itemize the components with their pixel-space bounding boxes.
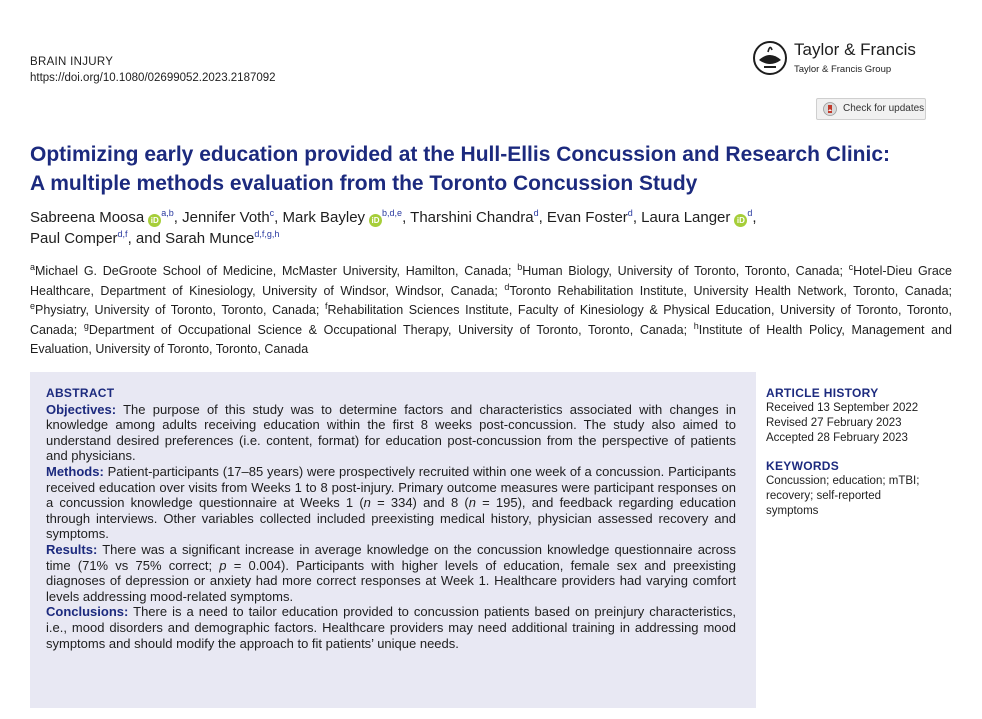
results-text-a: There was a significant increase in average knowledge on the concussion knowledge questionnaire across time (71% vs 75% correct; <box>46 541 736 573</box>
affiliation-text: Rehabilitation Sciences Institute, Faculty of Kinesiology & Physical Education, University of Toronto, Toronto, Canada; <box>30 303 952 337</box>
author-separator: , <box>752 209 757 226</box>
results-p: p <box>219 557 227 573</box>
title-line-1: Optimizing early education provided at the Hull-Ellis Concussion and Research Clinic: <box>30 143 890 166</box>
author-affiliation-marker[interactable]: d <box>747 208 753 218</box>
methods-label: Methods: <box>46 463 104 479</box>
affiliation-text: Department of Occupational Science & Occupational Therapy, University of Toronto, Toronto, Canada; <box>88 322 694 337</box>
author-separator: , <box>538 209 547 226</box>
author-affiliation-marker[interactable]: d,f,g,h <box>254 229 280 239</box>
abstract-objectives <box>46 402 736 464</box>
abstract-conclusions <box>46 604 736 651</box>
article-history-heading: ARTICLE HISTORY <box>766 386 879 400</box>
author-separator: , <box>274 209 283 226</box>
affiliation-marker: a <box>30 261 36 272</box>
author-affiliation-marker[interactable]: a,b <box>161 208 174 218</box>
abstract-methods <box>46 464 736 542</box>
author-separator: , <box>173 209 183 226</box>
abstract <box>46 386 736 651</box>
keywords-heading: KEYWORDS <box>766 459 840 473</box>
results-text-b: = 0.004). Participants with higher levels of education, female sex and preexisting diagnoses of depression or anxiety had more correct responses at Week 1. Healthcare providers had varying comfort levels addressing mood-related symptoms. <box>46 557 736 604</box>
methods-text-c: = 195), and feedback regarding education through interviews. Other variables collected included preexisting medical history, physician assessed recovery and symptoms. <box>46 495 737 542</box>
keywords-text: Concussion; education; mTBI; recovery; self-reported symptoms <box>766 475 920 517</box>
author-name[interactable]: Paul Comper <box>30 230 118 247</box>
article-sidebar <box>766 386 936 519</box>
publisher-name: Taylor & Francis <box>794 40 916 59</box>
author-list <box>30 207 930 249</box>
orcid-icon[interactable]: iD <box>148 214 161 227</box>
objectives-text: The purpose of this study was to determine factors and characteristics associated with changes in knowledge among adults receiving education within the first 8 weeks post-concussion. The study also aimed to understand desired preferences (i.e. content, format) for education post-concussion from the perspective of patients and physicians. <box>46 401 736 464</box>
title-line-2: A multiple methods evaluation from the Toronto Concussion Study <box>30 172 698 195</box>
author-separator: , and <box>127 230 166 247</box>
objectives-label: Objectives: <box>46 401 117 417</box>
author-name[interactable]: Jennifer Voth <box>182 209 270 226</box>
orcid-icon[interactable]: iD <box>369 214 382 227</box>
conclusions-text: There is a need to tailor education provided to concussion patients based on preinjury characteristics, i.e., mood disorders and demographic factors. Healthcare providers may need additional training in addressing mood symptoms and should modify the approach to fit patients’ unique needs. <box>46 604 736 651</box>
publisher-logo[interactable] <box>752 38 932 82</box>
affiliation-text: Institute of Health Policy, Management and Evaluation, University of Toronto, Toronto, Canada <box>30 322 953 356</box>
author-affiliation-marker[interactable]: d,f <box>117 229 128 239</box>
lamp-logo-icon <box>752 38 788 76</box>
author-name[interactable]: Mark Bayley <box>282 209 366 226</box>
conclusions-label: Conclusions: <box>46 604 129 620</box>
author-affiliation-marker[interactable]: c <box>269 208 275 218</box>
affiliation-marker: h <box>693 320 699 331</box>
author-affiliation-marker[interactable]: d <box>533 208 539 218</box>
check-for-updates-label: Check for updates <box>843 103 925 114</box>
received-date: Received 13 September 2022 <box>766 402 919 414</box>
orcid-icon[interactable]: iD <box>734 214 747 227</box>
accepted-date: Accepted 28 February 2023 <box>766 432 908 444</box>
methods-text-a: Patient-participants (17–85 years) were prospectively recruited within one week of a concussion. Participants received education over visits from Weeks 1 to 8 post-injury. Primary outcome measures were participant responses on a concussion knowledge questionnaire at Weeks 1 ( <box>46 463 736 511</box>
author-affiliation-marker[interactable]: d <box>627 208 633 218</box>
author-name[interactable]: Sabreena Moosa <box>30 209 145 226</box>
affiliation-marker: c <box>848 261 854 272</box>
affiliation-marker: b <box>517 261 523 272</box>
affiliation-marker: e <box>30 300 36 311</box>
methods-n1: n <box>363 495 371 511</box>
affiliation-marker: g <box>83 320 89 331</box>
affiliation-text: Hotel-Dieu Grace Healthcare, Department of Kinesiology, University of Windsor, Windsor, Canada; <box>30 264 952 298</box>
affiliation-marker: d <box>504 281 510 292</box>
author-affiliation-marker[interactable]: b,d,e <box>382 208 403 218</box>
journal-name: BRAIN INJURY <box>30 56 114 68</box>
methods-text-b: = 334) and 8 ( <box>370 495 469 511</box>
author-separator: , <box>632 209 642 226</box>
affiliation-text: Physiatry, University of Toronto, Toronto, Canada; <box>35 303 325 317</box>
results-label: Results: <box>46 541 98 557</box>
abstract-results <box>46 542 736 604</box>
author-name[interactable]: Tharshini Chandra <box>410 209 534 226</box>
affiliation-marker: f <box>324 300 328 311</box>
abstract-heading: ABSTRACT <box>46 386 115 400</box>
doi-link[interactable]: https://doi.org/10.1080/02699052.2023.2187092 <box>30 72 276 84</box>
affiliation-text: Human Biology, University of Toronto, Toronto, Canada; <box>522 264 849 278</box>
author-name[interactable]: Sarah Munce <box>165 230 255 247</box>
revised-date: Revised 27 February 2023 <box>766 417 902 429</box>
publisher-group: Taylor & Francis Group <box>794 64 892 75</box>
article-title <box>30 140 950 198</box>
author-separator: , <box>402 209 411 226</box>
methods-n2: n <box>468 495 476 511</box>
crossmark-icon <box>823 102 837 116</box>
affiliations <box>30 262 952 360</box>
author-name[interactable]: Evan Foster <box>546 209 628 226</box>
affiliation-text: Michael G. DeGroote School of Medicine, McMaster University, Hamilton, Canada; <box>35 264 518 278</box>
author-name[interactable]: Laura Langer <box>641 209 731 226</box>
affiliation-text: Toronto Rehabilitation Institute, University Health Network, Toronto, Canada; <box>509 283 952 298</box>
check-for-updates-button[interactable] <box>816 98 926 120</box>
